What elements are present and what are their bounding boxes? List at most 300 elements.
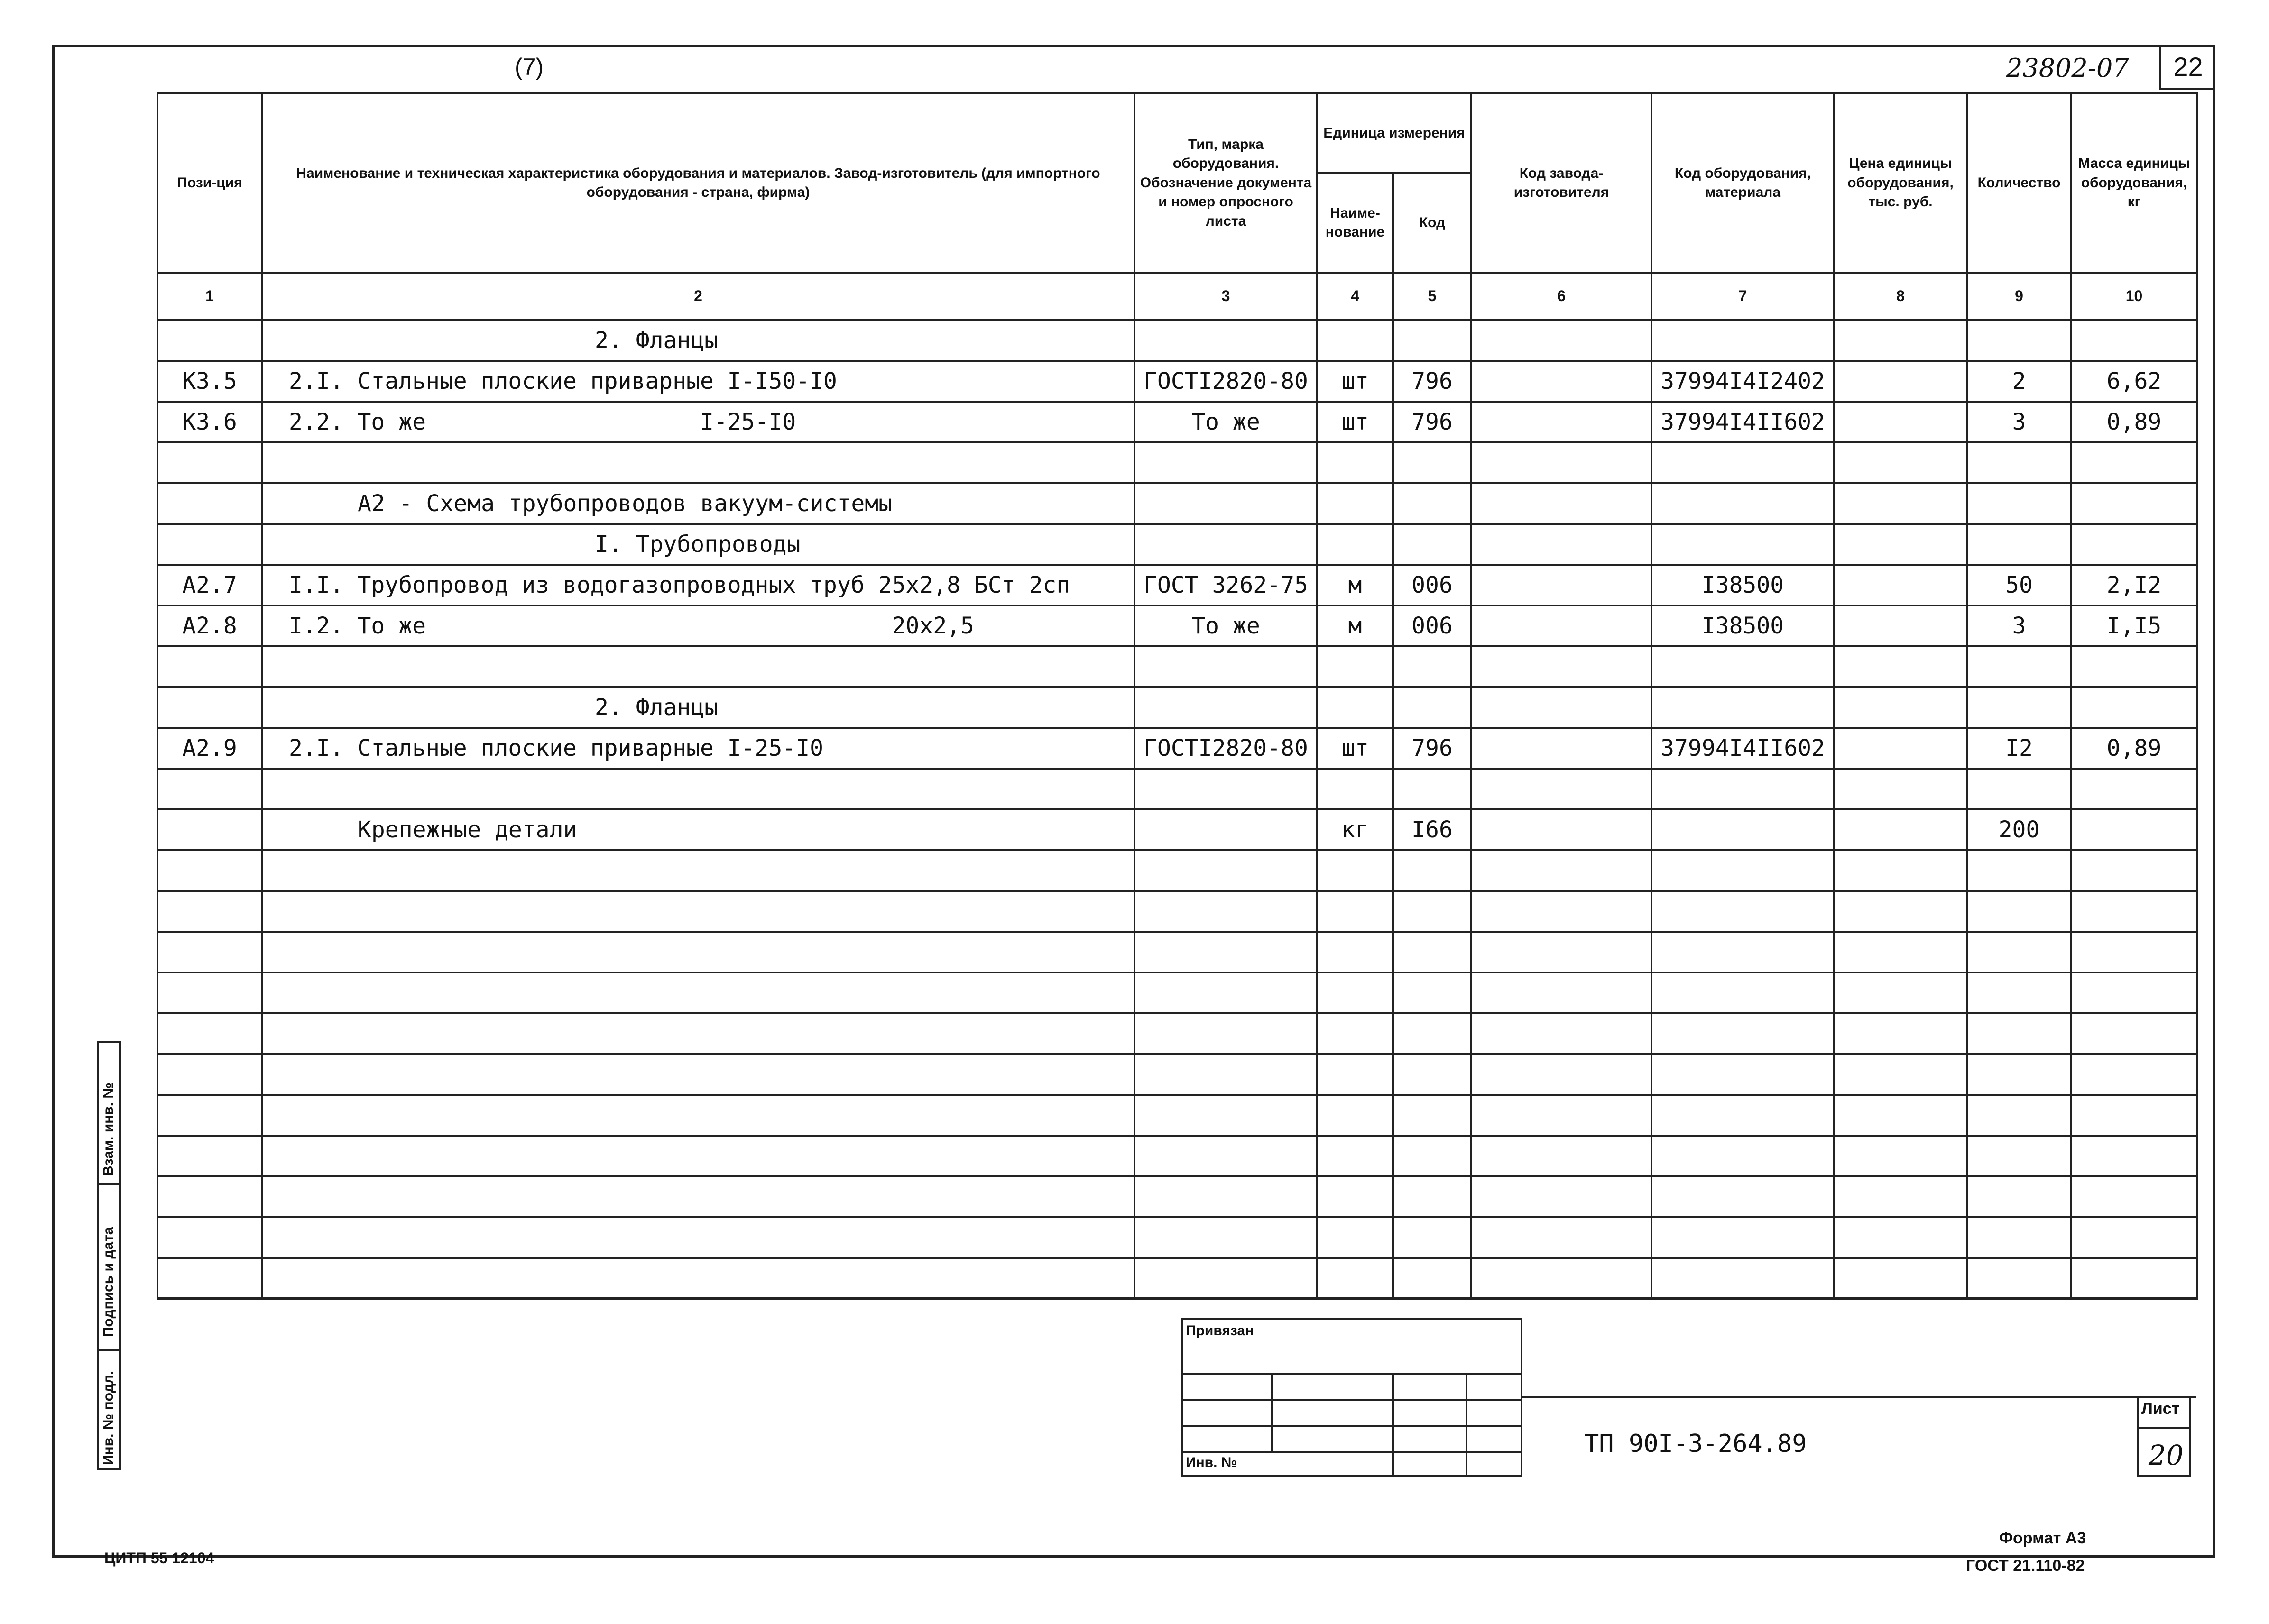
empty-cell: [1393, 891, 1471, 932]
unit-code-cell: [1393, 769, 1471, 809]
empty-cell: [2071, 1258, 2197, 1299]
type-cell: [1134, 646, 1317, 687]
sign-date-label: Подпись и дата: [101, 1227, 116, 1337]
mass-cell: [2071, 483, 2197, 524]
table-row: [157, 769, 2197, 809]
column-number: 3: [1134, 273, 1317, 320]
empty-cell: [262, 850, 1134, 891]
specification-table: [157, 92, 2198, 1300]
price-cell: [1834, 320, 1967, 361]
type-cell: [1134, 442, 1317, 483]
inv-label: Инв. №: [1186, 1455, 1237, 1470]
empty-cell: [1967, 1217, 2071, 1258]
empty-cell: [1651, 1095, 1834, 1136]
empty-cell: [1471, 1095, 1651, 1136]
quantity-cell: 50: [1967, 565, 2071, 606]
empty-cell: [1651, 932, 1834, 973]
price-cell: [1834, 687, 1967, 728]
empty-cell: [1317, 1013, 1393, 1054]
type-cell: ГОСТI2820-80: [1134, 728, 1317, 769]
empty-cell: [1967, 1176, 2071, 1217]
table-row: [157, 402, 2197, 442]
table-row: [157, 687, 2197, 728]
empty-row: [157, 891, 2197, 932]
empty-cell: [1393, 1054, 1471, 1095]
empty-cell: [1471, 1217, 1651, 1258]
unit-name-cell: м: [1317, 565, 1393, 606]
empty-cell: [262, 932, 1134, 973]
maker-code-cell: [1471, 361, 1651, 402]
empty-cell: [2071, 1054, 2197, 1095]
binding-col-line: [1271, 1373, 1273, 1451]
empty-cell: [262, 1217, 1134, 1258]
header-unit-code: Код: [1393, 173, 1471, 273]
empty-cell: [1471, 1054, 1651, 1095]
empty-cell: [1471, 932, 1651, 973]
empty-cell: [1134, 1095, 1317, 1136]
position-cell: [157, 442, 262, 483]
empty-cell: [1317, 1136, 1393, 1176]
empty-cell: [2071, 891, 2197, 932]
header-maker-code: Код завода-изготовителя: [1471, 93, 1651, 273]
empty-cell: [1134, 973, 1317, 1013]
mass-cell: [2071, 646, 2197, 687]
mass-cell: [2071, 687, 2197, 728]
empty-cell: [262, 891, 1134, 932]
table-row: [157, 320, 2197, 361]
empty-cell: [1393, 932, 1471, 973]
quantity-cell: 200: [1967, 809, 2071, 850]
name-cell: 2.2. То же I-25-I0: [262, 402, 1134, 442]
empty-cell: [1317, 973, 1393, 1013]
position-cell: [157, 769, 262, 809]
type-cell: То же: [1134, 402, 1317, 442]
sheet-box-divider: [2137, 1427, 2191, 1429]
position-cell: [157, 687, 262, 728]
empty-cell: [1134, 1258, 1317, 1299]
type-cell: [1134, 809, 1317, 850]
header-position: Пози-ция: [157, 93, 262, 273]
empty-cell: [262, 1013, 1134, 1054]
archive-number: 23802-07: [2006, 53, 2129, 83]
empty-cell: [1134, 1013, 1317, 1054]
side-stamp-divider: [97, 1183, 121, 1185]
document-code: ТП 90I-3-264.89: [1584, 1430, 1807, 1458]
empty-cell: [1651, 1217, 1834, 1258]
empty-cell: [1393, 1095, 1471, 1136]
empty-cell: [157, 1258, 262, 1299]
empty-cell: [1393, 973, 1471, 1013]
binding-col-line: [1466, 1373, 1467, 1477]
empty-cell: [1967, 932, 2071, 973]
price-cell: [1834, 524, 1967, 565]
empty-cell: [157, 1176, 262, 1217]
empty-cell: [1834, 1176, 1967, 1217]
type-cell: [1134, 483, 1317, 524]
column-number: 7: [1651, 273, 1834, 320]
empty-cell: [1393, 1258, 1471, 1299]
table-row: [157, 442, 2197, 483]
maker-code-cell: [1471, 402, 1651, 442]
empty-cell: [1967, 850, 2071, 891]
equipment-code-cell: 37994I4II602: [1651, 402, 1834, 442]
name-cell: 2.I. Стальные плоские приварные I-I50-I0: [262, 361, 1134, 402]
mass-cell: [2071, 809, 2197, 850]
empty-cell: [1393, 1013, 1471, 1054]
unit-name-cell: [1317, 483, 1393, 524]
empty-cell: [1393, 850, 1471, 891]
mass-cell: [2071, 524, 2197, 565]
header-unit-group: Единица измерения: [1317, 93, 1471, 173]
empty-row: [157, 973, 2197, 1013]
position-cell: А2.9: [157, 728, 262, 769]
empty-cell: [1393, 1176, 1471, 1217]
quantity-cell: [1967, 483, 2071, 524]
empty-cell: [2071, 932, 2197, 973]
equipment-code-cell: 37994I4II602: [1651, 728, 1834, 769]
empty-cell: [1471, 1013, 1651, 1054]
type-cell: [1134, 687, 1317, 728]
unit-code-cell: [1393, 646, 1471, 687]
equipment-code-cell: [1651, 769, 1834, 809]
empty-cell: [157, 850, 262, 891]
empty-cell: [2071, 850, 2197, 891]
price-cell: [1834, 361, 1967, 402]
mass-cell: I,I5: [2071, 606, 2197, 646]
maker-code-cell: [1471, 728, 1651, 769]
maker-code-cell: [1471, 565, 1651, 606]
empty-cell: [1651, 1258, 1834, 1299]
position-cell: [157, 524, 262, 565]
name-cell: Крепежные детали: [262, 809, 1134, 850]
header-type: Тип, марка оборудования. Обозначение документа и номер опросного листа: [1134, 93, 1317, 273]
empty-cell: [157, 1013, 262, 1054]
name-cell: I.I. Трубопровод из водогазопроводных труб 25х2,8 БСт 2сп: [262, 565, 1134, 606]
empty-cell: [1834, 973, 1967, 1013]
empty-cell: [1967, 1095, 2071, 1136]
unit-code-cell: 796: [1393, 728, 1471, 769]
empty-cell: [1471, 891, 1651, 932]
price-cell: [1834, 606, 1967, 646]
price-cell: [1834, 442, 1967, 483]
header-quantity: Количество: [1967, 93, 2071, 273]
mass-cell: 2,I2: [2071, 565, 2197, 606]
empty-cell: [1967, 973, 2071, 1013]
position-cell: К3.6: [157, 402, 262, 442]
empty-row: [157, 932, 2197, 973]
position-cell: К3.5: [157, 361, 262, 402]
empty-cell: [1471, 1258, 1651, 1299]
empty-cell: [1317, 891, 1393, 932]
price-cell: [1834, 402, 1967, 442]
empty-row: [157, 1095, 2197, 1136]
empty-cell: [157, 1054, 262, 1095]
empty-cell: [1651, 1176, 1834, 1217]
table-row: [157, 809, 2197, 850]
empty-cell: [2071, 1095, 2197, 1136]
table-row: [157, 565, 2197, 606]
maker-code-cell: [1471, 524, 1651, 565]
equipment-code-cell: I38500: [1651, 606, 1834, 646]
quantity-cell: 2: [1967, 361, 2071, 402]
empty-cell: [1834, 1217, 1967, 1258]
binding-row-line: [1181, 1373, 1522, 1375]
name-cell: [262, 646, 1134, 687]
equipment-code-cell: 37994I4I2402: [1651, 361, 1834, 402]
price-cell: [1834, 565, 1967, 606]
unit-code-cell: [1393, 442, 1471, 483]
empty-row: [157, 1176, 2197, 1217]
price-cell: [1834, 769, 1967, 809]
unit-code-cell: I66: [1393, 809, 1471, 850]
position-cell: [157, 483, 262, 524]
empty-cell: [1317, 1217, 1393, 1258]
empty-cell: [1651, 973, 1834, 1013]
empty-cell: [262, 1136, 1134, 1176]
unit-code-cell: 006: [1393, 606, 1471, 646]
empty-cell: [1317, 1176, 1393, 1217]
table-row: [157, 524, 2197, 565]
quantity-cell: I2: [1967, 728, 2071, 769]
empty-cell: [1834, 932, 1967, 973]
equipment-code-cell: I38500: [1651, 565, 1834, 606]
unit-code-cell: [1393, 524, 1471, 565]
column-number: 6: [1471, 273, 1651, 320]
column-number: 8: [1834, 273, 1967, 320]
replace-inv-label: Взам. инв. №: [101, 1083, 116, 1176]
empty-row: [157, 1013, 2197, 1054]
unit-name-cell: шт: [1317, 361, 1393, 402]
empty-cell: [1393, 1217, 1471, 1258]
equipment-code-cell: [1651, 687, 1834, 728]
empty-cell: [1651, 1013, 1834, 1054]
column-number: 9: [1967, 273, 2071, 320]
maker-code-cell: [1471, 442, 1651, 483]
empty-cell: [1834, 1013, 1967, 1054]
empty-cell: [1134, 932, 1317, 973]
empty-cell: [157, 891, 262, 932]
empty-cell: [1651, 850, 1834, 891]
maker-code-cell: [1471, 320, 1651, 361]
header-name: Наименование и техническая характеристика оборудования и материалов. Завод-изготовитель (для импортного оборудования - страна, фирма): [262, 93, 1134, 273]
gost-label: ГОСТ 21.110-82: [1966, 1557, 2085, 1575]
type-cell: [1134, 769, 1317, 809]
empty-cell: [157, 973, 262, 1013]
empty-cell: [2071, 1217, 2197, 1258]
type-cell: ГОСТI2820-80: [1134, 361, 1317, 402]
empty-cell: [1651, 1054, 1834, 1095]
unit-code-cell: 796: [1393, 402, 1471, 442]
empty-cell: [262, 973, 1134, 1013]
unit-code-cell: 796: [1393, 361, 1471, 402]
quantity-cell: [1967, 320, 2071, 361]
unit-name-cell: [1317, 320, 1393, 361]
quantity-cell: 3: [1967, 402, 2071, 442]
quantity-cell: [1967, 646, 2071, 687]
title-row-line: [1522, 1396, 2196, 1398]
table-row: [157, 483, 2197, 524]
price-cell: [1834, 646, 1967, 687]
empty-cell: [1393, 1136, 1471, 1176]
empty-cell: [1317, 850, 1393, 891]
sheet-value: 20: [2149, 1439, 2184, 1471]
maker-code-cell: [1471, 687, 1651, 728]
table-bottom-rule: [157, 1297, 2196, 1299]
sheet-label: Лист: [2141, 1400, 2180, 1418]
maker-code-cell: [1471, 769, 1651, 809]
mass-cell: 0,89: [2071, 728, 2197, 769]
column-number: 1: [157, 273, 262, 320]
table-row: [157, 361, 2197, 402]
empty-cell: [1834, 891, 1967, 932]
empty-cell: [1134, 1176, 1317, 1217]
quantity-cell: [1967, 442, 2071, 483]
empty-cell: [1471, 850, 1651, 891]
empty-cell: [2071, 973, 2197, 1013]
unit-name-cell: кг: [1317, 809, 1393, 850]
maker-code-cell: [1471, 809, 1651, 850]
type-cell: То же: [1134, 606, 1317, 646]
quantity-cell: [1967, 769, 2071, 809]
header-price: Цена единицы оборудования, тыс. руб.: [1834, 93, 1967, 273]
equipment-code-cell: [1651, 483, 1834, 524]
unit-name-cell: [1317, 524, 1393, 565]
side-stamp-divider: [97, 1349, 121, 1351]
maker-code-cell: [1471, 483, 1651, 524]
empty-cell: [1317, 1258, 1393, 1299]
price-cell: [1834, 809, 1967, 850]
quantity-cell: [1967, 687, 2071, 728]
binding-row-line: [1181, 1425, 1522, 1427]
mass-cell: [2071, 769, 2197, 809]
page-position-number: (7): [515, 54, 544, 80]
empty-cell: [1651, 1136, 1834, 1176]
unit-code-cell: [1393, 483, 1471, 524]
empty-row: [157, 1217, 2197, 1258]
empty-cell: [1134, 1136, 1317, 1176]
unit-code-cell: [1393, 687, 1471, 728]
equipment-code-cell: [1651, 646, 1834, 687]
column-number: 10: [2071, 273, 2197, 320]
header-unit-name: Наиме-нование: [1317, 173, 1393, 273]
empty-row: [157, 1054, 2197, 1095]
position-cell: [157, 320, 262, 361]
binding-block: [1181, 1318, 1522, 1477]
type-cell: [1134, 320, 1317, 361]
column-number: 4: [1317, 273, 1393, 320]
empty-cell: [157, 1217, 262, 1258]
publisher-code: ЦИТП 55 12104: [104, 1550, 214, 1567]
empty-cell: [1834, 1054, 1967, 1095]
empty-row: [157, 1258, 2197, 1299]
empty-cell: [1967, 891, 2071, 932]
equipment-code-cell: [1651, 524, 1834, 565]
binding-row-line: [1181, 1451, 1522, 1453]
unit-name-cell: [1317, 687, 1393, 728]
name-cell: I. Трубопроводы: [262, 524, 1134, 565]
empty-cell: [1134, 891, 1317, 932]
empty-cell: [1317, 932, 1393, 973]
name-cell: 2. Фланцы: [262, 320, 1134, 361]
empty-cell: [157, 932, 262, 973]
binding-col-line: [1392, 1373, 1394, 1477]
bound-label: Привязан: [1186, 1323, 1254, 1339]
equipment-code-cell: [1651, 320, 1834, 361]
empty-cell: [1317, 1054, 1393, 1095]
binding-row-line: [1181, 1399, 1522, 1401]
empty-cell: [1134, 850, 1317, 891]
empty-cell: [1134, 1054, 1317, 1095]
mass-cell: [2071, 320, 2197, 361]
name-cell: 2. Фланцы: [262, 687, 1134, 728]
quantity-cell: [1967, 524, 2071, 565]
type-cell: ГОСТ 3262-75: [1134, 565, 1317, 606]
header-equipment-code: Код оборудования, материала: [1651, 93, 1834, 273]
empty-cell: [1834, 1258, 1967, 1299]
price-cell: [1834, 483, 1967, 524]
empty-cell: [1134, 1217, 1317, 1258]
header-mass: Масса единицы оборудования, кг: [2071, 93, 2197, 273]
empty-cell: [262, 1258, 1134, 1299]
empty-cell: [1651, 891, 1834, 932]
format-label: Формат А3: [1999, 1529, 2086, 1547]
name-cell: I.2. То же 20х2,5: [262, 606, 1134, 646]
empty-cell: [1834, 850, 1967, 891]
empty-cell: [1471, 1136, 1651, 1176]
empty-cell: [2071, 1013, 2197, 1054]
mass-cell: 0,89: [2071, 402, 2197, 442]
mass-cell: [2071, 442, 2197, 483]
name-cell: [262, 442, 1134, 483]
empty-cell: [1967, 1136, 2071, 1176]
position-cell: [157, 646, 262, 687]
inv-orig-label: Инв. № подл.: [101, 1370, 116, 1465]
unit-name-cell: [1317, 646, 1393, 687]
empty-row: [157, 850, 2197, 891]
empty-cell: [262, 1176, 1134, 1217]
unit-name-cell: шт: [1317, 728, 1393, 769]
empty-cell: [1967, 1013, 2071, 1054]
empty-cell: [1317, 1095, 1393, 1136]
empty-cell: [2071, 1176, 2197, 1217]
unit-code-cell: 006: [1393, 565, 1471, 606]
equipment-code-cell: [1651, 809, 1834, 850]
type-cell: [1134, 524, 1317, 565]
unit-name-cell: м: [1317, 606, 1393, 646]
empty-cell: [1834, 1095, 1967, 1136]
name-cell: [262, 769, 1134, 809]
mass-cell: 6,62: [2071, 361, 2197, 402]
empty-cell: [2071, 1136, 2197, 1176]
position-cell: А2.8: [157, 606, 262, 646]
name-cell: А2 - Схема трубопроводов вакуум-системы: [262, 483, 1134, 524]
empty-cell: [157, 1095, 262, 1136]
price-cell: [1834, 728, 1967, 769]
maker-code-cell: [1471, 606, 1651, 646]
table-row: [157, 646, 2197, 687]
empty-cell: [1967, 1258, 2071, 1299]
quantity-cell: 3: [1967, 606, 2071, 646]
empty-cell: [1967, 1054, 2071, 1095]
position-cell: А2.7: [157, 565, 262, 606]
position-cell: [157, 809, 262, 850]
column-number: 5: [1393, 273, 1471, 320]
empty-cell: [1471, 1176, 1651, 1217]
sheet-number: 22: [2159, 45, 2215, 90]
column-number: 2: [262, 273, 1134, 320]
unit-name-cell: [1317, 442, 1393, 483]
empty-cell: [157, 1136, 262, 1176]
